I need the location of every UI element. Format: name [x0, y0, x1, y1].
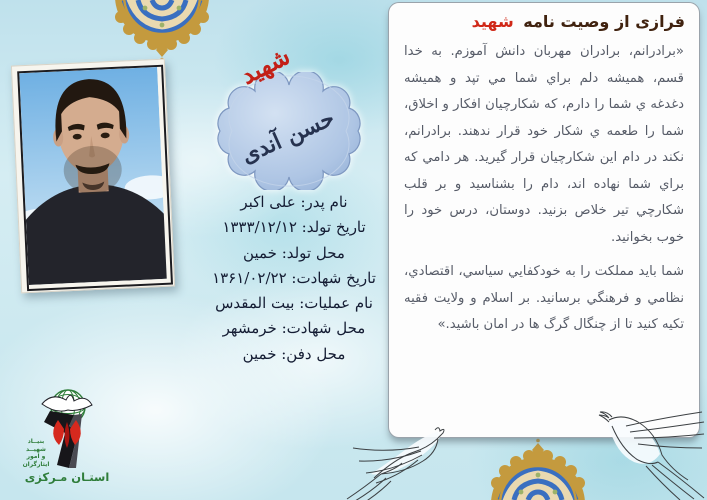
dove-left-icon — [345, 425, 475, 500]
will-panel — [388, 2, 700, 438]
info-martyrdom-date: تاریخ شهادت: ۱۳۶۱/۰۲/۲۲ — [212, 268, 376, 287]
martyr-photo — [17, 65, 173, 291]
will-body — [404, 39, 684, 339]
foundation-org-name — [18, 438, 54, 468]
org-line-2: شهیــد — [26, 445, 46, 453]
info-operation-name: نام عملیات: بیت المقدس — [215, 294, 373, 313]
martyr-name: حسن آندی — [237, 105, 339, 169]
province-name: استـان مـرکزی — [24, 470, 110, 484]
foundation-logo — [16, 384, 118, 496]
info-martyrdom-place: محل شهادت: خرمشهر — [222, 319, 366, 338]
will-title — [403, 12, 685, 31]
info-birth-date: تاریخ تولد: ۱۳۳۳/۱۲/۱۲ — [222, 218, 366, 237]
info-birth-place: محل تولد: خمین — [243, 243, 345, 262]
will-paragraph-1: «برادرانم، برادران مهربان دانش آموزم. به خدا قسم، همیشه دلم براي شما مي تپد و همیشه دغدغه ي شما را دارم، که شکارچیان افکار و اخلاق، شما را طعمه ي شکار خود قرار ندهند. برادرانم، نکند در دام این شکارچیان قرار گیرید. هر دامي که براي شما نهاده اند، دام را بشناسید و بر قلب شکارچي تیر خلاص بزنید. دوستان، درس خود را خوب بخوانید. — [404, 44, 684, 245]
martyr-info-list — [188, 190, 400, 367]
will-title-text: فرازی از وصیت نامه — [523, 12, 685, 31]
portrait-icon — [19, 67, 166, 285]
org-line-1: بنیــاد — [27, 438, 45, 445]
will-title-highlight: شهید — [471, 12, 514, 31]
martyr-photo-frame — [11, 59, 175, 294]
top-ornament-medallion-icon — [112, 0, 212, 62]
info-burial-place: محل دفن: خمین — [242, 344, 346, 363]
dove-right-icon — [592, 410, 707, 500]
info-father-name: نام پدر: علی اکبر — [240, 193, 348, 211]
martyr-honorific: شهید — [235, 41, 295, 91]
org-line-3: و امور ایثارگران — [22, 453, 50, 468]
will-paragraph-2: شما باید مملکت را به خودکفایي سیاسي، اقتصادي، نظامي و فرهنگي برسانید. بر اسلام و ولایت فقیه تکیه کنید تا از چنگال گرگ ها در امان باشید.» — [404, 264, 684, 332]
bottom-ornament-medallion-icon — [488, 438, 588, 500]
